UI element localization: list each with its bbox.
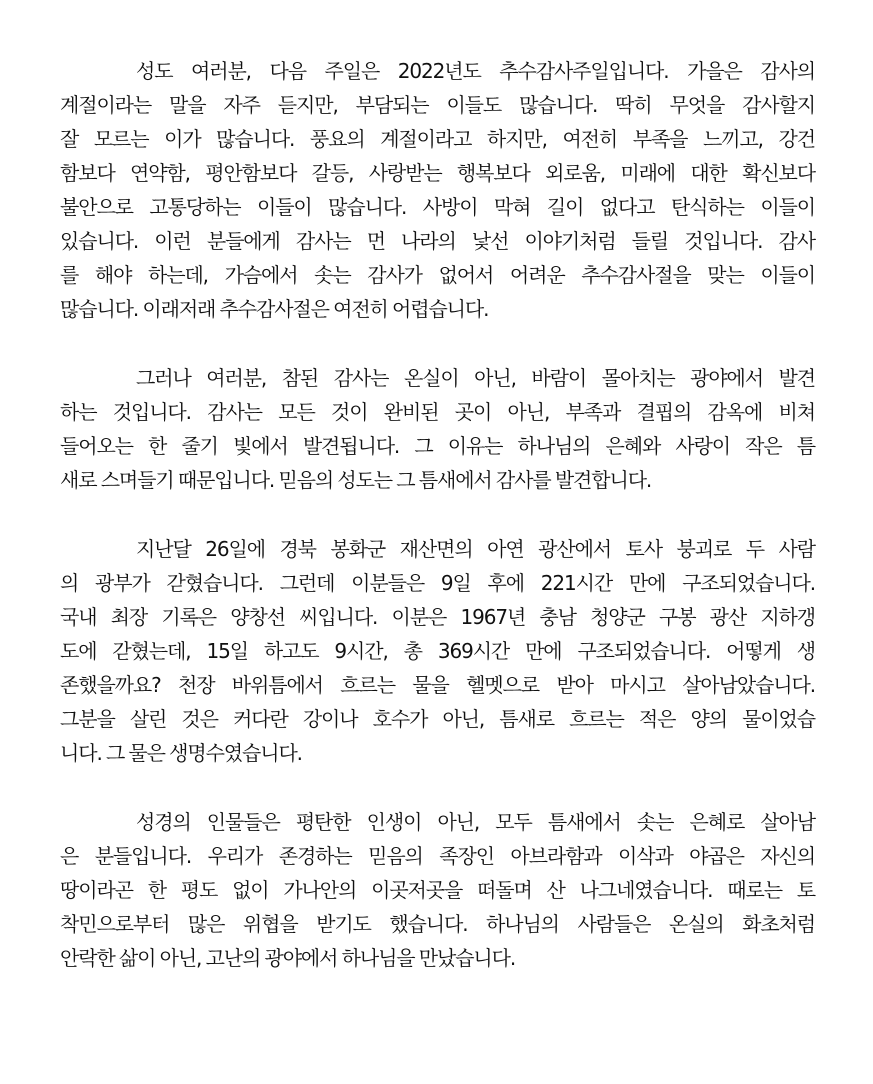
- text-line: 를 해야 하는데, 가슴에서 솟는 감사가 없어서 어려운 추수감사절을 맞는 이들이: [60, 263, 815, 287]
- text-line: 성도 여러분, 다음 주일은 2022년도 추수감사주일입니다. 가을은 감사의: [136, 59, 815, 83]
- text-line: 함보다 연약함, 평안함보다 갈등, 사랑받는 행복보다 외로움, 미래에 대한 확신보다: [60, 161, 815, 185]
- text-line: 의 광부가 갇혔습니다. 그런데 이분들은 9일 후에 221시간 만에 구조되었습니다.: [60, 571, 815, 595]
- text-line: 하는 것입니다. 감사는 모든 것이 완비된 곳이 아닌, 부족과 결핍의 감옥에 비쳐: [60, 400, 815, 424]
- text-line: 안락한 삶이 아닌, 고난의 광야에서 하나님을 만났습니다.: [60, 946, 516, 970]
- text-line: 들어오는 한 줄기 빛에서 발견됩니다. 그 이유는 하나님의 은혜와 사랑이 작은 틈: [60, 434, 815, 458]
- text-line: 잘 모르는 이가 많습니다. 풍요의 계절이라고 하지만, 여전히 부족을 느끼고, 강건: [60, 127, 815, 151]
- text-line: 지난달 26일에 경북 봉화군 재산면의 아연 광산에서 토사 붕괴로 두 사람: [136, 537, 815, 561]
- text-line: 있습니다. 이런 분들에게 감사는 먼 나라의 낯선 이야기처럼 들릴 것입니다. 감사: [60, 229, 815, 253]
- text-line: 계절이라는 말을 자주 듣지만, 부담되는 이들도 많습니다. 딱히 무엇을 감사할지: [60, 93, 815, 117]
- text-line: 많습니다. 이래저래 추수감사절은 여전히 어렵습니다.: [60, 297, 489, 321]
- text-line: 불안으로 고통당하는 이들이 많습니다. 사방이 막혀 길이 없다고 탄식하는 이들이: [60, 195, 815, 219]
- text-line: 도에 갇혔는데, 15일 하고도 9시간, 총 369시간 만에 구조되었습니다. 어떻게 생: [60, 639, 815, 663]
- paragraph-3: [60, 532, 815, 770]
- text-line: 새로 스며들기 때문입니다. 믿음의 성도는 그 틈새에서 감사를 발견합니다.: [60, 468, 652, 492]
- text-line: 니다. 그 물은 생명수였습니다.: [60, 741, 302, 765]
- text-line: 은 분들입니다. 우리가 존경하는 믿음의 족장인 아브라함과 이삭과 야곱은 자신의: [60, 844, 815, 868]
- text-line: 땅이라곤 한 평도 없이 가나안의 이곳저곳을 떠돌며 산 나그네였습니다. 때로는 토: [60, 878, 815, 902]
- text-line: 존했을까요? 천장 바위틈에서 흐르는 물을 헬멧으로 받아 마시고 살아남았습니다.: [60, 673, 815, 697]
- paragraph-1: [60, 54, 815, 326]
- paragraph-4: [60, 805, 815, 975]
- paragraph-2: [60, 361, 815, 497]
- text-line: 국내 최장 기록은 양창선 씨입니다. 이분은 1967년 충남 청양군 구봉 광산 지하갱: [60, 605, 815, 629]
- text-line: 그분을 살린 것은 커다란 강이나 호수가 아닌, 틈새로 흐르는 적은 양의 물이었습: [60, 707, 815, 731]
- text-line: 성경의 인물들은 평탄한 인생이 아닌, 모두 틈새에서 솟는 은혜로 살아남: [136, 810, 815, 834]
- text-line: 그러나 여러분, 참된 감사는 온실이 아닌, 바람이 몰아치는 광야에서 발견: [136, 366, 815, 390]
- text-line: 착민으로부터 많은 위협을 받기도 했습니다. 하나님의 사람들은 온실의 화초처럼: [60, 912, 815, 936]
